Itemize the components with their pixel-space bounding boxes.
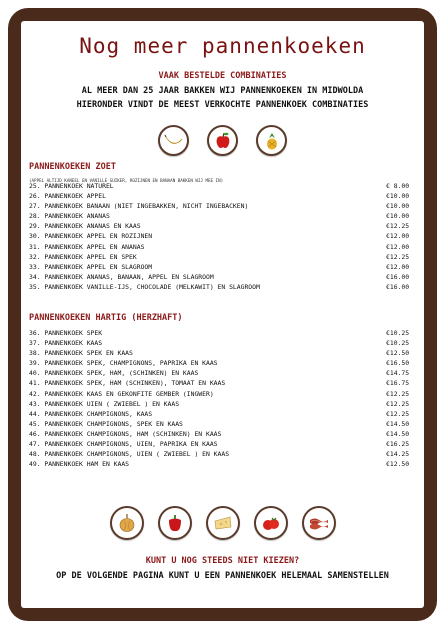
menu-item-price: €12.50 <box>386 460 410 469</box>
menu-item-name: 28. PANNENKOEK ANANAS <box>29 212 110 221</box>
menu-item <box>29 211 420 221</box>
menu-item-price: €14.75 <box>386 369 410 378</box>
bell-pepper-icon <box>158 506 192 540</box>
menu-item-price: €16.00 <box>386 272 410 281</box>
menu-item <box>29 368 420 378</box>
menu-item <box>29 242 420 252</box>
menu-item-price: €16.75 <box>386 379 410 388</box>
menu-item-name: 46. PANNENKOEK CHAMPIGNONS, HAM (SCHINKEN) EN KAAS <box>29 429 222 438</box>
menu-item-name: 38. PANNENKOEK SPEK EN KAAS <box>29 349 133 358</box>
menu-item-price: €12.25 <box>386 409 410 418</box>
menu-item-price: €12.25 <box>386 389 410 398</box>
menu-item-name: 33. PANNENKOEK APPEL EN SLAGROOM <box>29 262 153 271</box>
menu-item-price: €12.00 <box>386 262 410 271</box>
menu-item-name: 47. PANNENKOEK CHAMPIGNONS, UIEN, PAPRIKA EN KAAS <box>29 440 218 449</box>
ingredient-icons-bottom <box>0 506 445 540</box>
menu-item-name: 48. PANNENKOEK CHAMPIGNONS, UIEN ( ZWIEBEL ) EN KAAS <box>29 450 230 459</box>
menu-item <box>29 282 420 292</box>
menu-item-name: 40. PANNENKOEK SPEK, HAM, (SCHINKEN) EN KAAS <box>29 369 199 378</box>
menu-item-price: €14.50 <box>386 429 410 438</box>
menu-item-name: 32. PANNENKOEK APPEL EN SPEK <box>29 252 137 261</box>
menu-item <box>29 399 420 409</box>
menu-item <box>29 348 420 358</box>
menu-item-name: 27. PANNENKOEK BANAAN (NIET INGEBAKKEN, NICHT INGEBACKEN) <box>29 202 249 211</box>
onion-icon <box>110 506 144 540</box>
menu-item-price: €16.25 <box>386 440 410 449</box>
menu-item-price: €14.50 <box>386 419 410 428</box>
menu-item <box>29 262 420 272</box>
menu-item-name: 34. PANNENKOEK ANANAS, BANAAN, APPEL EN SLAGROOM <box>29 272 214 281</box>
page-title: Nog meer pannenkoeken <box>79 34 366 58</box>
menu-item-name: 26. PANNENKOEK APPEL <box>29 192 106 201</box>
menu-item-price: € 8.00 <box>386 182 410 190</box>
menu-item-price: €10.25 <box>386 339 410 348</box>
menu-item <box>29 221 420 231</box>
footer-question: KUNT U NOG STEEDS NIET KIEZEN? <box>145 556 300 566</box>
sweet-note: (APPEL ALTIJD KANEEL EN VANILLE SUIKER, ROZIJNEN EN BANAAN BAKKEN WIJ MEE IN) <box>29 178 224 183</box>
apple-icon <box>207 125 238 156</box>
savory-menu-list <box>29 328 420 469</box>
menu-item-name: 30. PANNENKOEK APPEL EN ROZIJNEN <box>29 232 153 241</box>
menu-item-name: 39. PANNENKOEK SPEK, CHAMPIGNONS, PAPRIKA EN KAAS <box>29 359 218 368</box>
menu-item-name: 42. PANNENKOEK KAAS EN GEKONFITE GEMBER (INGWER) <box>29 389 214 398</box>
menu-item <box>29 459 420 469</box>
menu-item-name: 25. PANNENKOEK NATUREL <box>29 182 114 190</box>
menu-item-price: €10.00 <box>386 192 410 201</box>
tomato-icon <box>254 506 288 540</box>
footer-note: OP DE VOLGENDE PAGINA KUNT U EEN PANNENKOEK HELEMAAL SAMENSTELLEN <box>56 571 389 581</box>
section-heading-sweet: PANNENKOEKEN ZOET <box>29 162 116 172</box>
menu-item <box>29 231 420 241</box>
menu-item-name: 36. PANNENKOEK SPEK <box>29 329 103 337</box>
menu-item <box>29 378 420 388</box>
intro-subtitle: VAAK BESTELDE COMBINATIES <box>158 71 287 81</box>
menu-item <box>29 201 420 211</box>
menu-item-price: €16.00 <box>386 282 410 291</box>
menu-item <box>29 419 420 429</box>
menu-item-price: €12.50 <box>386 349 410 358</box>
menu-item-name: 49. PANNENKOEK HAM EN KAAS <box>29 460 130 469</box>
menu-item-price: €12.25 <box>386 399 410 408</box>
menu-item-price: €12.00 <box>386 242 410 251</box>
menu-item <box>29 439 420 449</box>
menu-item-price: €14.25 <box>386 450 410 459</box>
bacon-icon <box>302 506 336 540</box>
pineapple-icon <box>256 125 287 156</box>
menu-item <box>29 191 420 201</box>
menu-item-name: 41. PANNENKOEK SPEK, HAM (SCHINKEN), TOMAAT EN KAAS <box>29 379 226 388</box>
menu-item-name: 35. PANNENKOEK VANILLE-IJS, CHOCOLADE (MELKAWIT) EN SLAGROOM <box>29 282 260 291</box>
ingredient-icons-top <box>0 125 445 156</box>
menu-item-price: €10.00 <box>386 202 410 211</box>
section-heading-savory: PANNENKOEKEN HARTIG (HERZHAFT) <box>29 313 183 323</box>
menu-item <box>29 429 420 439</box>
menu-item-price: €12.25 <box>386 252 410 261</box>
menu-item-name: 37. PANNENKOEK KAAS <box>29 339 103 348</box>
menu-item <box>29 328 420 338</box>
menu-item <box>29 252 420 262</box>
menu-item <box>29 358 420 368</box>
menu-item <box>29 389 420 399</box>
menu-item-price: €12.00 <box>386 232 410 241</box>
menu-item <box>29 409 420 419</box>
menu-item-price: €10.00 <box>386 212 410 221</box>
menu-item <box>29 181 420 191</box>
menu-item-name: 44. PANNENKOEK CHAMPIGNONS, KAAS <box>29 409 153 418</box>
cheese-icon <box>206 506 240 540</box>
menu-item <box>29 449 420 459</box>
menu-item-name: 45. PANNENKOEK CHAMPIGNONS, SPEK EN KAAS <box>29 419 183 428</box>
menu-item-price: €12.25 <box>386 222 410 231</box>
menu-item-name: 31. PANNENKOEK APPEL EN ANANAS <box>29 242 145 251</box>
menu-item-name: 43. PANNENKOEK UIEN ( ZWIEBEL ) EN KAAS <box>29 399 180 408</box>
banana-icon <box>158 125 189 156</box>
intro-line: AL MEER DAN 25 JAAR BAKKEN WIJ PANNENKOEKEN IN MIDWOLDA <box>81 86 364 96</box>
menu-item <box>29 338 420 348</box>
intro-line: HIERONDER VINDT DE MEEST VERKOCHTE PANNENKOEK COMBINATIES <box>76 100 369 110</box>
sweet-menu-list <box>29 181 420 292</box>
menu-item-price: €10.25 <box>386 329 410 337</box>
menu-item-price: €16.50 <box>386 359 410 368</box>
menu-item-name: 29. PANNENKOEK ANANAS EN KAAS <box>29 222 141 231</box>
menu-item <box>29 272 420 282</box>
